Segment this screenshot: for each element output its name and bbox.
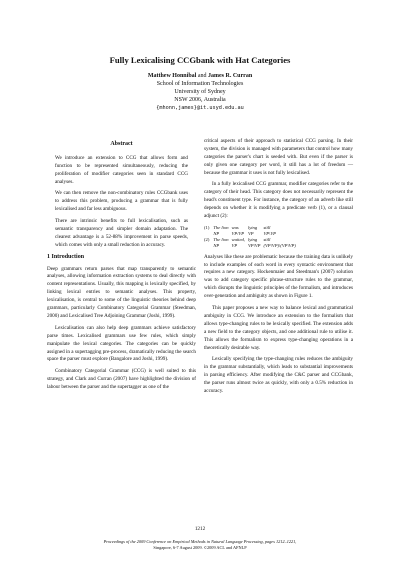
affiliation-line-2: University of Sydney: [174, 89, 226, 96]
paper-title: Fully Lexicalising CCGbank with Hat Categories: [109, 55, 291, 65]
author-block: [0, 72, 400, 112]
example-category: VP: [247, 231, 254, 237]
example-category: (VP\VP)\(VP\VP): [263, 243, 296, 249]
right-paragraph-3: Analyses like these are problematic because the training data is unlikely to include examples of each word in every syntactic environment that requires a new category. Hockenmaier and Steedman's (2007) solution was to add category specific phrase-structure rules to the grammar, which disrupts the linguistic principles of the formalism, and introduces over-generation and ambiguity as shown in Figure 1.: [204, 253, 353, 300]
author-names: [0, 72, 400, 80]
author-1: Matthew Honnibal: [147, 73, 197, 79]
abstract-heading: Abstract: [110, 141, 133, 147]
example-table: [204, 225, 299, 250]
right-paragraph-5: Lexically specifying the type-changing rules reduces the ambiguity in the grammar substantially, which leads to substantial improvements in parsing efficiency. After modifying the C&C parser and CCGbank, the parser runs almost twice as quickly, with only a 0.5% reduction in accuracy.: [204, 356, 353, 394]
example-category: NP: [213, 231, 220, 237]
example-category: NP: [213, 243, 220, 249]
affiliation-line-3: NSW 2006, Australia: [174, 97, 226, 104]
author-2: James R. Curran: [208, 73, 253, 79]
example-2-categories: [204, 243, 299, 249]
author-and: and: [197, 73, 207, 79]
example-word: lying: [247, 237, 258, 243]
right-paragraph-2: In a fully lexicalised CCG grammar, modifier categories refer to the category of their head. This category does not necessarily represent the head's constituent type. For instance, the category of an adverb like still depends on whether it is modifying a predicate verb (1), or a clausal adjunct (2):: [204, 181, 353, 220]
abstract-section: [47, 141, 196, 250]
abstract-paragraph-3: There are intrinsic benefits to full lexicalisation, such as semantic transparency and simpler domain adaptation. The clearest advantage is a 52-88% improvement in parse speeds, which comes with only a small reduction in accuracy.: [55, 218, 188, 248]
example-word: waited,: [231, 237, 245, 243]
right-column: [204, 138, 353, 400]
abstract-paragraph-2: We can then remove the non-combinatory rules CCGbank uses to address this problem, producing a grammar that is fully lexicalised and far less ambiguous.: [55, 190, 188, 213]
example-word: still: [263, 224, 271, 230]
example-category: VP\VP: [247, 243, 261, 249]
example-number: (2): [204, 237, 210, 243]
section-heading-introduction: 1 Introduction: [47, 253, 85, 260]
right-paragraph-4: This paper proposes a new way to balance lexical and grammatical ambiguity in CCG. We introduce an extension to the formalism that allows type-changing rules to be lexically specified. The extension adds a new field to the category objects, and one additional rule to utilise it. This allows the formalism to express type-changing operations in a theoretically desirable way.: [204, 304, 353, 351]
example-word: was: [231, 224, 239, 230]
left-column: [47, 141, 196, 396]
example-category: VP: [231, 243, 238, 249]
abstract-paragraph-1: We introduce an extension to CCG that allows form and function to be represented simultaneously, reducing the proliferation of modifier categories seen in standard CCG analyses.: [55, 154, 188, 185]
author-email: {mhonn,james}@it.usyd.edu.au: [156, 105, 244, 112]
page-number: 1212: [194, 526, 206, 532]
example-word: still: [263, 237, 271, 243]
footer-line-1: Proceedings of the 2009 Conference on Empirical Methods in Natural Language Processing, pages 1212–1221,: [103, 539, 297, 544]
footer-line-2: Singapore, 6-7 August 2009. ©2009 ACL and AFNLP: [153, 545, 247, 550]
example-word: The lion: [213, 237, 229, 243]
intro-paragraph-3: Combinatory Categorial Grammar (CCG) is well suited to this strategy, and Clark and Curran (2007) have highlighted the division of labour between the parser and the supertagger as one of the: [47, 368, 196, 391]
proceedings-footer: [0, 539, 400, 551]
example-word: The lion: [213, 224, 229, 230]
right-paragraph-1: critical aspects of their approach to statistical CCG parsing. In their system, the division is managed with parameters that control how many categories the parser's chart is seeded with. But even if the parser is only given one category per word, it still has a lot of freedom — because the grammar it uses is not fully lexicalised.: [204, 138, 353, 176]
example-word: lying: [247, 224, 258, 230]
example-block: [204, 225, 353, 250]
intro-paragraph-1: Deep grammars return parses that map transparently to semantic analyses, allowing information extraction systems to deal directly with content representations. Usually, this mapping is lexically specified, by linking lexical entries to semantic analyses. This property, lexicalisation, is central to some of the linguistic theories behind deep grammars, particularly Combinatory Categorial Grammar (Steedman, 2000) and Lexicalised Tree Adjoining Grammar (Joshi, 1999).: [47, 265, 196, 319]
example-category: VP/VP: [231, 231, 245, 237]
example-number: (1): [204, 224, 210, 230]
intro-paragraph-2: Lexicalisation can also help deep grammars achieve satisfactory parse times. Lexicalised grammars use few rules, which simply manipulate the lexical categories. The categories can be quickly assigned in a supertagging pre-process, dramatically reducing the search space the parser must explore (Bangalore and Joshi, 1999).: [47, 324, 196, 363]
example-category: VP\VP: [263, 231, 276, 237]
affiliation-line-1: School of Information Technologies: [156, 81, 244, 88]
